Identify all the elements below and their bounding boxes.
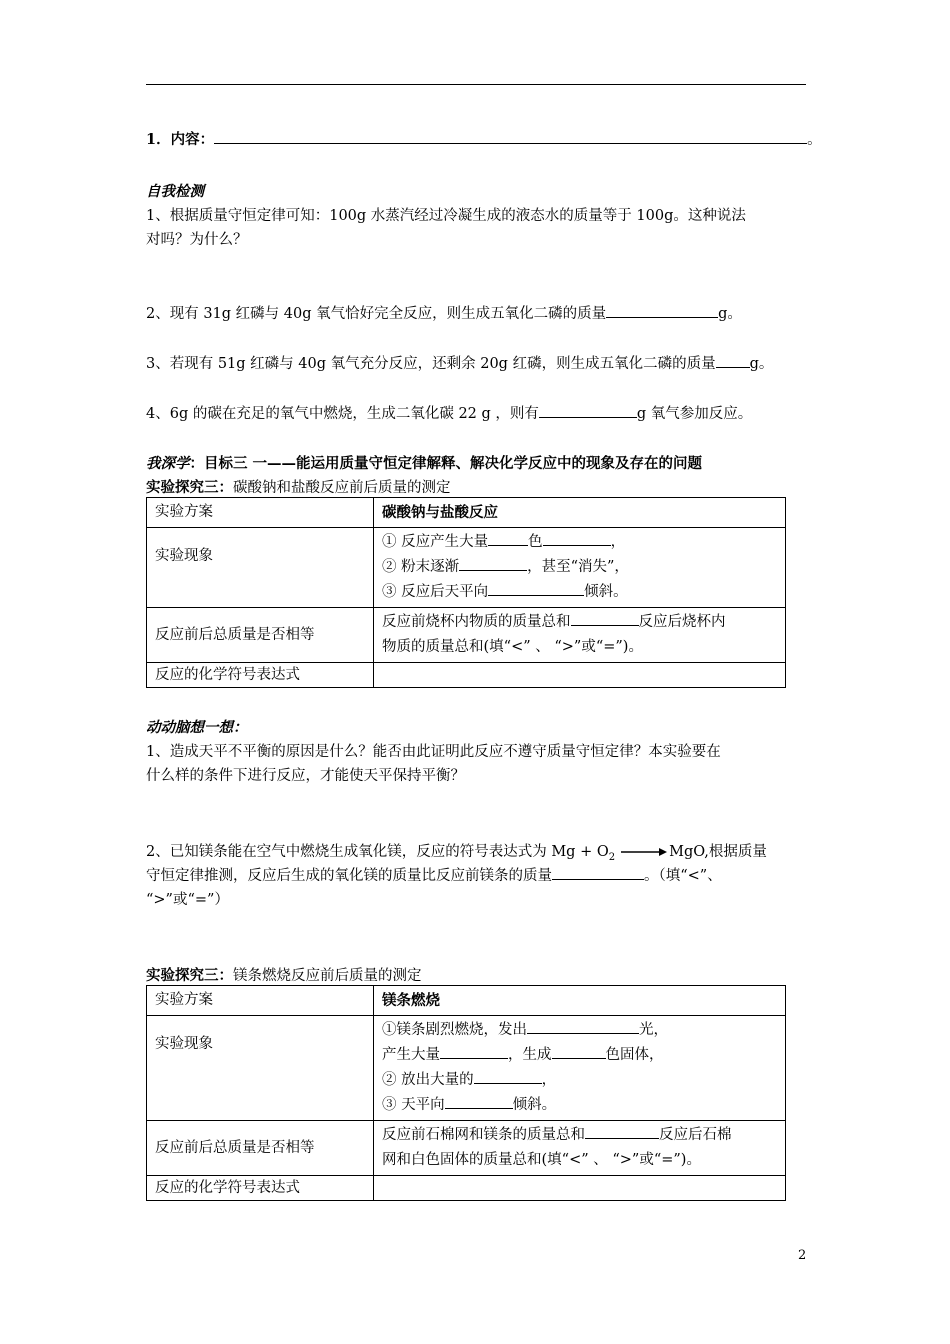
exp1-table [146, 497, 786, 688]
blank [445, 1094, 513, 1109]
text: 色 [528, 534, 543, 550]
blank [527, 1019, 639, 1034]
exp2-equation-label: 反应的化学符号表达式 [147, 1176, 374, 1201]
blank [585, 1124, 659, 1139]
reaction-arrow-icon [621, 847, 667, 857]
text: ② 粉末逐渐 [382, 559, 460, 575]
exp2-title [146, 964, 422, 985]
text: ③ 天平向 [382, 1097, 445, 1113]
q2-blank [606, 303, 718, 318]
table-row [147, 1121, 786, 1176]
think-heading: 动动脑想一想： [146, 719, 248, 736]
think-q2-line1 [146, 840, 767, 863]
self-check-q1-line2: 对吗？为什么？ [146, 232, 248, 248]
exp2-mass-label: 反应前后总质量是否相等 [147, 1121, 374, 1176]
exp2-plan-label: 实验方案 [147, 986, 374, 1016]
blank [552, 1044, 606, 1059]
table-row [147, 528, 786, 608]
q3-blank [716, 353, 750, 368]
exp1-phenomenon-label: 实验现象 [147, 528, 374, 608]
text: MgO,根据质量 [669, 844, 767, 860]
exp2-plan-value: 镁条燃烧 [374, 986, 786, 1016]
text: 反应前烧杯内物质的质量总和 [382, 614, 571, 630]
think-q1-line1: 1、造成天平不平衡的原因是什么？能否由此证明此反应不遵守质量守恒定律？本实验要在 [146, 744, 721, 760]
q3-text: 3、若现有 51g 红磷与 40g 氧气充分反应，还剩余 20g 红磷，则生成五氧化二磷的质量 [146, 356, 716, 372]
table-row [147, 498, 786, 528]
q4-text: 4、6g 的碳在充足的氧气中燃烧，生成二氧化碳 22 g ，则有 [146, 406, 539, 422]
exp2-phenomenon-cell [374, 1016, 786, 1121]
blank [488, 581, 584, 596]
text: 2、已知镁条能在空气中燃烧生成氧化镁，反应的符号表达式为 Mg + O [146, 844, 609, 860]
blank [543, 531, 611, 546]
subscript: 2 [608, 851, 616, 863]
text: 物质的质量总和(填“<” 、 “>”或“=”)。 [382, 639, 643, 655]
text: 反应后烧杯内 [638, 614, 726, 630]
q3-unit: g。 [749, 356, 774, 372]
q4-blank [539, 403, 637, 418]
exp1-mass-label: 反应前后总质量是否相等 [147, 608, 374, 663]
text: ①镁条剧烈燃烧，发出 [382, 1022, 527, 1038]
text: ， [541, 1072, 557, 1088]
header-rule [146, 84, 806, 85]
q2-text: 2、现有 31g 红磷与 40g 氧气恰好完全反应，则生成五氧化二磷的质量 [146, 306, 607, 322]
deep-study-line [146, 452, 702, 473]
text: 倾斜。 [512, 1097, 557, 1113]
text: 守恒定律推测，反应后生成的氧化镁的质量比反应前镁条的质量 [146, 868, 552, 884]
content-line [146, 128, 822, 149]
blank [571, 611, 639, 626]
text: 色固体， [605, 1047, 664, 1063]
text: 倾斜。 [584, 584, 628, 600]
text: 。（填“<”、 [644, 868, 722, 884]
self-check-q1-line1: 1、根据质量守恒定律可知：100g 水蒸汽经过冷凝生成的液态水的质量等于 100g。这种说法 [146, 208, 746, 224]
table-row [147, 1176, 786, 1201]
exp1-equation-label: 反应的化学符号表达式 [147, 663, 374, 688]
think-q2-line2 [146, 864, 722, 885]
text: ，甚至“消失”， [527, 559, 629, 575]
exp1-plan-value: 碳酸钠与盐酸反应 [374, 498, 786, 528]
text: ① 反应产生大量 [382, 534, 489, 550]
blank [459, 556, 527, 571]
blank [440, 1044, 508, 1059]
text: 网和白色固体的质量总和(填“<” 、 “>”或“=”)。 [382, 1152, 701, 1168]
exp1-phenomenon-cell [374, 528, 786, 608]
exp1-title-bold: 实验探究三： [146, 479, 233, 496]
text: 反应前石棉网和镁条的质量总和 [382, 1127, 585, 1143]
exp1-plan-label: 实验方案 [147, 498, 374, 528]
table-row [147, 608, 786, 663]
self-check-q3 [146, 352, 773, 373]
q2-unit: g。 [718, 306, 742, 322]
exp1-mass-cell [374, 608, 786, 663]
exp2-equation-cell[interactable] [374, 1176, 786, 1201]
content-end: 。 [807, 132, 822, 148]
blank [474, 1069, 542, 1084]
page-number: 2 [798, 1248, 807, 1263]
think-q1-line2: 什么样的条件下进行反应，才能使天平保持平衡？ [146, 768, 465, 784]
think-q2-line3: “>”或“=”） [146, 892, 229, 908]
text: ② 放出大量的 [382, 1072, 474, 1088]
text: ，生成 [508, 1047, 552, 1063]
q4-unit: g 氧气参加反应。 [636, 406, 753, 422]
exp1-title [146, 476, 451, 497]
self-check-q4 [146, 402, 752, 423]
text: 光， [639, 1022, 668, 1038]
exp2-title-rest: 镁条燃烧反应前后质量的测定 [233, 968, 422, 984]
exp1-equation-cell[interactable] [374, 663, 786, 688]
exp2-phenomenon-label: 实验现象 [147, 1016, 374, 1121]
exp2-mass-cell [374, 1121, 786, 1176]
content-label: 1．内容： [146, 131, 215, 148]
table-row [147, 663, 786, 688]
self-check-q2 [146, 302, 742, 323]
deep-study-label: 我深学 [146, 455, 190, 472]
deep-study-goal: ：目标三 一——能运用质量守恒定律解释、解决化学反应中的现象及存在的问题 [189, 455, 703, 472]
text: ， [610, 534, 626, 550]
content-blank [214, 129, 807, 144]
text: ③ 反应后天平向 [382, 584, 489, 600]
exp2-table [146, 985, 786, 1201]
self-check-heading: 自我检测 [146, 183, 204, 200]
table-row [147, 986, 786, 1016]
blank [488, 531, 528, 546]
blank [552, 865, 644, 880]
text: 反应后石棉 [659, 1127, 732, 1143]
table-row [147, 1016, 786, 1121]
exp2-title-bold: 实验探究三： [146, 967, 233, 984]
text: 产生大量 [382, 1047, 440, 1063]
exp1-title-rest: 碳酸钠和盐酸反应前后质量的测定 [233, 480, 451, 496]
